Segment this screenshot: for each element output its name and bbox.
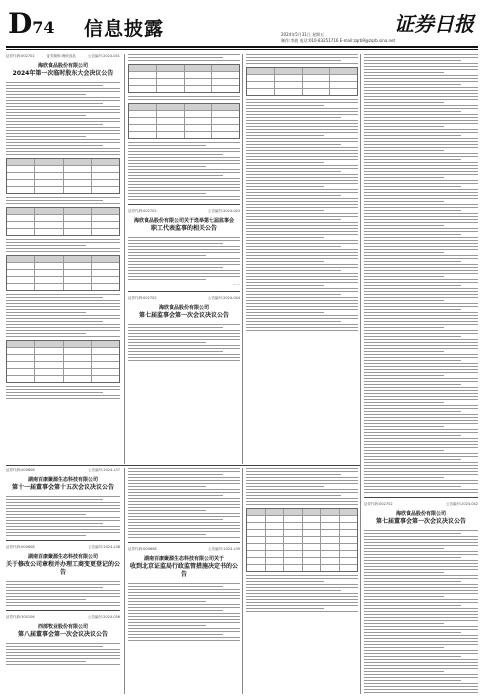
notice-title: 第七届监事会第一次会议决议公告 (138, 312, 229, 319)
notice-meta: 证券代码:300106 公告编号:2024-036 (6, 615, 120, 619)
notice-company: 湖南百康聚源生态科技有限公司 (27, 554, 98, 560)
notice-meta: 证券代码:000608 公告编号:2024-L37 (6, 468, 120, 472)
newspaper-logo: 证券日报 (394, 12, 474, 36)
page-letter: D (8, 7, 33, 40)
notice-title: 职工代表监事的相关公告 (150, 225, 217, 232)
notice-company: 湖南百康聚源生态科技有限公司 (27, 477, 98, 483)
notice-title: 第十一届董事会第十五次会议决议公告 (11, 484, 114, 491)
column-2-bottom (128, 468, 240, 694)
masthead-rule (6, 46, 478, 48)
column-3-bottom (246, 468, 358, 694)
column-4 (364, 54, 478, 694)
vote-table (246, 67, 358, 96)
column-2-top (128, 54, 240, 464)
notice-title: 第七届董事会第一次会议决议公告 (375, 518, 466, 525)
notice-meta: 证券代码:000608 公告编号:2024-L39 (128, 547, 240, 551)
vote-table (6, 340, 120, 383)
column-1-top (6, 54, 120, 464)
notice-header (128, 218, 240, 233)
notice-company: 海欣食品股份有限公司关于选举第七届监事会 (133, 218, 234, 224)
notice-company: 西部牧业股份有限公司 (37, 624, 88, 630)
notice-meta: 证券代码:002702 公告编号:2024-042 (364, 502, 478, 506)
vote-table (6, 255, 120, 291)
signature-line: …… (233, 282, 240, 286)
notice-title: 收到北京证监局行政监管措施决定书的公告 (129, 563, 238, 578)
editor-contact: 制作:李波 电话:010-83251716 E-mail:zqrb9@zqrb.sina.net (281, 38, 396, 43)
section-divider (6, 465, 360, 466)
notice-header (364, 511, 478, 526)
notice-meta: 证券代码:002702 公告编号:2024-043 (128, 209, 240, 213)
notice-title: 2024年第一次临时股东大会决议公告 (12, 70, 114, 77)
notice-header (128, 556, 240, 579)
column-3-top (246, 54, 358, 464)
notice-company: 湖南百康聚源生态科技有限公司关于 (143, 556, 224, 562)
notice-company: 海欣食品股份有限公司 (158, 305, 209, 311)
notice-company: 海欣食品股份有限公司 (37, 63, 88, 69)
notice-meta: 证券代码:002702 公告编号:2024-044 (128, 296, 240, 300)
notice-company: 海欣食品股份有限公司 (395, 511, 446, 517)
notice-header (6, 624, 120, 639)
column-divider (124, 54, 125, 464)
column-divider (242, 54, 243, 464)
newspaper-page (6, 6, 478, 694)
column-divider (360, 54, 361, 694)
vote-table (128, 103, 240, 139)
publication-date: 2024年5月31日 星期五 (281, 32, 325, 37)
vote-table (6, 207, 120, 236)
masthead-rule-thin (6, 49, 478, 50)
notice-meta: 证券代码:000608 公告编号:2024-L38 (6, 545, 120, 549)
notice-header (6, 63, 120, 78)
notice-meta: 证券代码:002702 证券简称:海欣食品 公告编号:2024-041 (6, 54, 120, 58)
notice-header (6, 477, 120, 492)
vote-table (128, 64, 240, 93)
masthead (6, 6, 478, 46)
notice-header (128, 305, 240, 320)
notice-title: 第八届董事会第一次会议决议公告 (17, 631, 108, 638)
page-number (8, 8, 55, 44)
column-1-bottom (6, 468, 120, 694)
holdings-table (246, 508, 358, 572)
notice-header (6, 554, 120, 577)
vote-table (6, 158, 120, 194)
column-divider (242, 468, 243, 694)
column-divider (124, 468, 125, 694)
page-suffix: 74 (32, 18, 55, 37)
section-title: 信息披露 (84, 18, 165, 40)
notice-title: 关于修改公司章程并办理工商变更登记的公告 (6, 561, 120, 576)
